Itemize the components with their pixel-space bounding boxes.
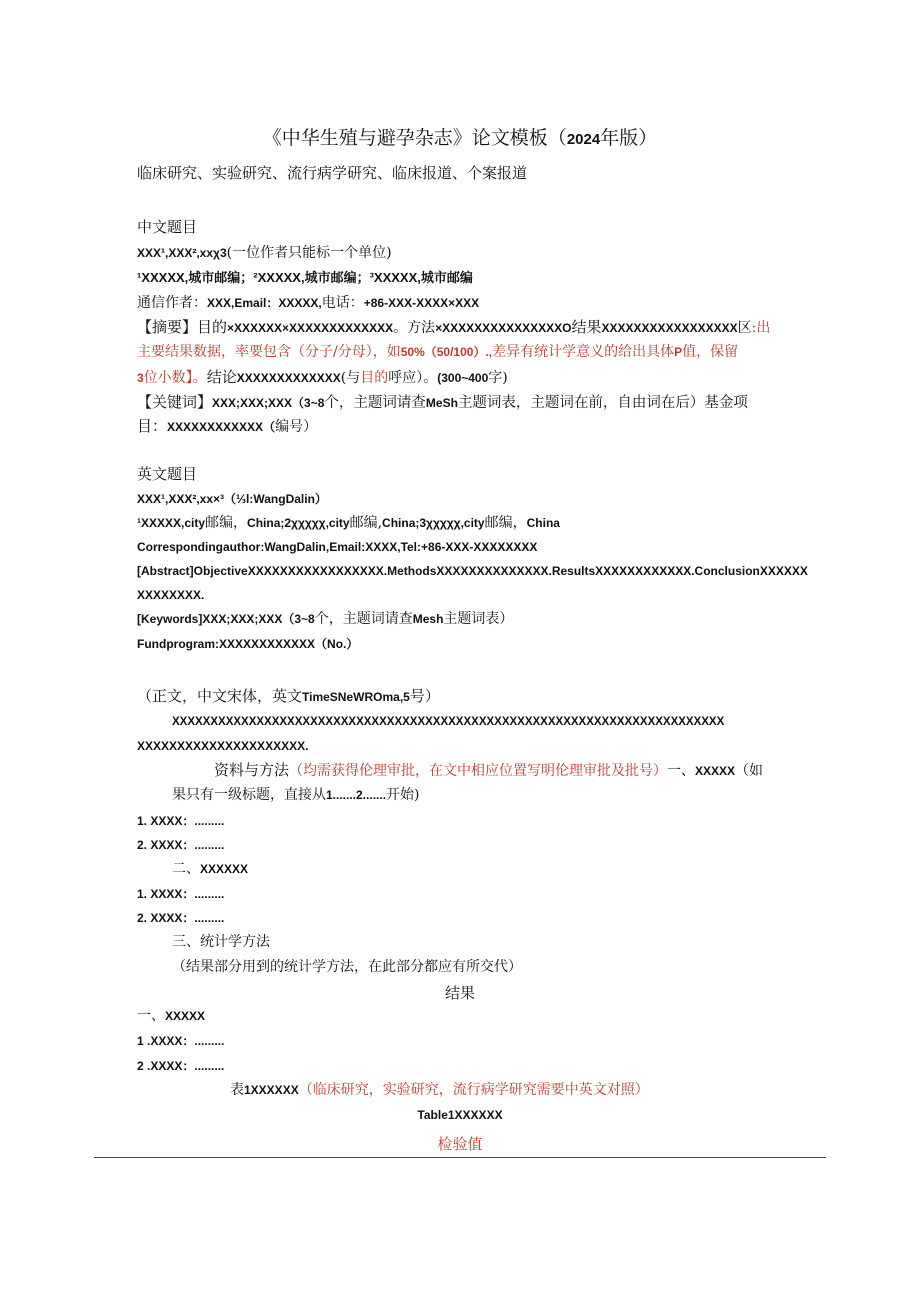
abstract-red-1: :出 [751, 320, 771, 336]
methods-note-numbers: 1.......2....... [326, 788, 387, 802]
cn-authors [137, 243, 392, 263]
cn-abstract-line2 [137, 342, 738, 362]
body-note-1: （正文，中文宋体，英文 [137, 687, 303, 705]
table-caption-label: 表 [230, 1082, 244, 1098]
section-2-title: XXXXXX [200, 862, 249, 876]
keywords-label: 【关键词】 [137, 393, 213, 411]
en-affil-1: ¹XXXXX,city [137, 516, 206, 530]
cn-fund-line [137, 416, 317, 437]
title-paren: （ [547, 127, 567, 149]
en-abstract-line2: XXXXXXXX. [137, 588, 205, 602]
title-year: 2024 [566, 131, 601, 148]
en-abstract-line1: [Abstract]ObjectiveXXXXXXXXXXXXXXXXX.MethodsXXXXXXXXXXXXXX.ResultsXXXXXXXXXXXX.ConclusionXXXXXX [137, 564, 808, 578]
body-text-line1: XXXXXXXXXXXXXXXXXXXXXXXXXXXXXXXXXXXXXXXXXXXXXXXXXXXXXXXXXXXXXXXXXXXXXXXX [172, 716, 725, 728]
abstract-conclusion-label: 结论 [206, 368, 237, 386]
en-fund-program: Fundprogram:XXXXXXXXXXXX（No.） [137, 637, 359, 651]
table-top-rule [94, 1157, 826, 1158]
cn-abstract-line1 [137, 317, 770, 338]
en-keywords-note-1: 个，主题词请查 [314, 611, 413, 627]
abstract-red-4: 值，保留 [682, 344, 739, 360]
table-caption-title: 1XXXXXX [244, 1083, 299, 1097]
list-item: 1. XXXX：......... [137, 814, 225, 828]
abstract-length-unit: 字) [488, 370, 508, 386]
en-affil-2-zip: 邮编, [349, 515, 383, 531]
section-2-heading [172, 859, 248, 879]
abstract-conclusion: XXXXXXXXXXXXX [236, 371, 341, 385]
en-keywords-values: [Keywords]XXX;XXX;XXX（3~8 [137, 612, 315, 626]
methods-heading: 资料与方法 [214, 761, 290, 779]
cn-corr-phone: +86-XXX-XXXX×XXX [363, 296, 480, 310]
en-affiliations [137, 513, 560, 533]
abstract-results: XXXXXXXXXXXXXXXXX [601, 321, 738, 335]
abstract-red-3: 差异有统计学意义的给出具体 [492, 344, 675, 360]
results-heading: 结果 [444, 984, 475, 1002]
methods-ethics-note: （均需获得伦理审批，在文中相应位置写明伦理审批及批号） [289, 763, 668, 779]
en-affil-2: China;2χχχχχ,city [247, 516, 350, 530]
abstract-red-2: 主要结果数据，率要包含（分子/分母），如 [137, 344, 401, 360]
cn-authors-names: XXX¹,XXX²,xxχ3 [137, 246, 227, 260]
abstract-methods: ×XXXXXXXXXXXXXXXO [435, 321, 572, 335]
cn-corr-phone-label: 电话： [321, 295, 364, 311]
results-sec1-num: 一、 [137, 1008, 165, 1024]
cn-abstract-line3 [137, 367, 508, 388]
list-item: 1 .XXXX：......... [137, 1034, 225, 1048]
document-title [0, 126, 920, 152]
methods-heading-line [214, 760, 763, 781]
abstract-red-p: P [674, 345, 683, 359]
en-title-heading: 英文题目 [137, 465, 198, 483]
body-note-2: 号） [409, 687, 440, 705]
abstract-results-label: 结果 [571, 318, 602, 336]
en-affil-country: China [526, 516, 560, 530]
cn-title-heading: 中文题目 [137, 218, 198, 236]
section-2-num: 二、 [172, 861, 200, 877]
table-caption-en: Table1XXXXXX [417, 1108, 503, 1122]
results-sec1-title: XXXXX [165, 1009, 206, 1023]
fund-label-tail: 目： [137, 417, 168, 435]
cn-affiliations: ¹XXXXX,城市邮编；²XXXXX,城市邮编；³XXXXX,城市邮编 [137, 270, 473, 285]
methods-note-end: 开始) [386, 787, 420, 803]
en-keywords-mesh: Mesh [412, 612, 444, 626]
abstract-red-5: 位小数】。 [143, 370, 207, 386]
keywords-values: XXX;XXX;XXX（3~8 [212, 396, 325, 410]
cn-keywords-line1 [137, 392, 748, 413]
list-item: 2. XXXX：......... [137, 838, 225, 852]
keywords-note-1: 个，主题词请查 [324, 395, 426, 411]
abstract-length: (300~400 [437, 371, 489, 385]
title-tail: 年版） [600, 127, 658, 149]
en-keywords [137, 609, 513, 629]
body-text-line2: XXXXXXXXXXXXXXXXXXXXX. [137, 739, 309, 753]
en-authors: XXX¹,XXX²,xx×³（⅓l:WangDalin） [137, 492, 327, 506]
abstract-conclusion-note-b: 呼应）。 [388, 370, 438, 386]
keywords-mesh: MeSh [425, 396, 458, 410]
list-item: 2 .XXXX：......... [137, 1059, 225, 1073]
cn-corresponding [137, 293, 479, 313]
article-types: 临床研究、实验研究、流行病学研究、临床报道、个案报道 [137, 164, 528, 182]
en-affil-3: China;3χχχχχ,city [382, 516, 485, 530]
methods-note-mid: 果只有一级标题，直接从 [172, 787, 326, 803]
abstract-label: 【摘要】目的 [137, 318, 228, 336]
list-item: 1. XXXX：......... [137, 887, 225, 901]
abstract-qu: 区 [737, 320, 752, 336]
methods-sec1-title: XXXXX [695, 764, 736, 778]
title-main: 《中华生殖与避孕杂志》论文模板 [262, 127, 548, 149]
list-item: 2. XXXX：......... [137, 911, 225, 925]
abstract-red-objective: 目的 [360, 370, 389, 386]
abstract-red-3digits: 3 [137, 371, 144, 385]
fund-number-note: 编号） [275, 419, 318, 435]
methods-note-line2 [172, 785, 420, 805]
en-keywords-note-2: 主题词表） [443, 611, 514, 627]
table-caption-note: （临床研究，实验研究，流行病学研究需要中英文对照） [298, 1082, 649, 1098]
fund-values: XXXXXXXXXXXX（ [167, 420, 276, 434]
methods-sec1-num: 一、 [667, 763, 696, 779]
cn-authors-note: (一位作者只能标一个单位) [226, 245, 392, 261]
en-affil-3-zip: 邮编， [484, 515, 527, 531]
body-note-font: TimeSNeWROma,5 [302, 690, 410, 704]
cn-corr-email: XXX,Email：XXXXX, [207, 296, 322, 310]
en-affil-1-zip: 邮编， [205, 515, 248, 531]
results-sec1 [137, 1006, 205, 1026]
en-corresponding: Correspondingauthor:WangDalin,Email:XXXX,Tel:+86-XXX-XXXXXXXX [137, 540, 538, 554]
abstract-red-example: 50%（50/100）., [400, 345, 493, 359]
abstract-objective: ×XXXXXX×XXXXXXXXXXXXX [227, 321, 394, 335]
section-3-heading: 三、统计学方法 [172, 934, 270, 950]
methods-note-start: （如 [735, 763, 764, 779]
abstract-conclusion-note-a: (与 [340, 370, 361, 386]
table-column-header: 检验值 [437, 1135, 483, 1153]
section-3-note: （结果部分用到的统计学方法，在此部分都应有所交代） [172, 959, 522, 975]
keywords-note-2: 主题词表，主题词在前，自由词在后）基金项 [457, 395, 748, 411]
abstract-methods-label: 。方法 [393, 320, 436, 336]
cn-corr-label: 通信作者： [137, 295, 207, 311]
body-font-note [137, 686, 440, 707]
table-caption [230, 1080, 649, 1100]
